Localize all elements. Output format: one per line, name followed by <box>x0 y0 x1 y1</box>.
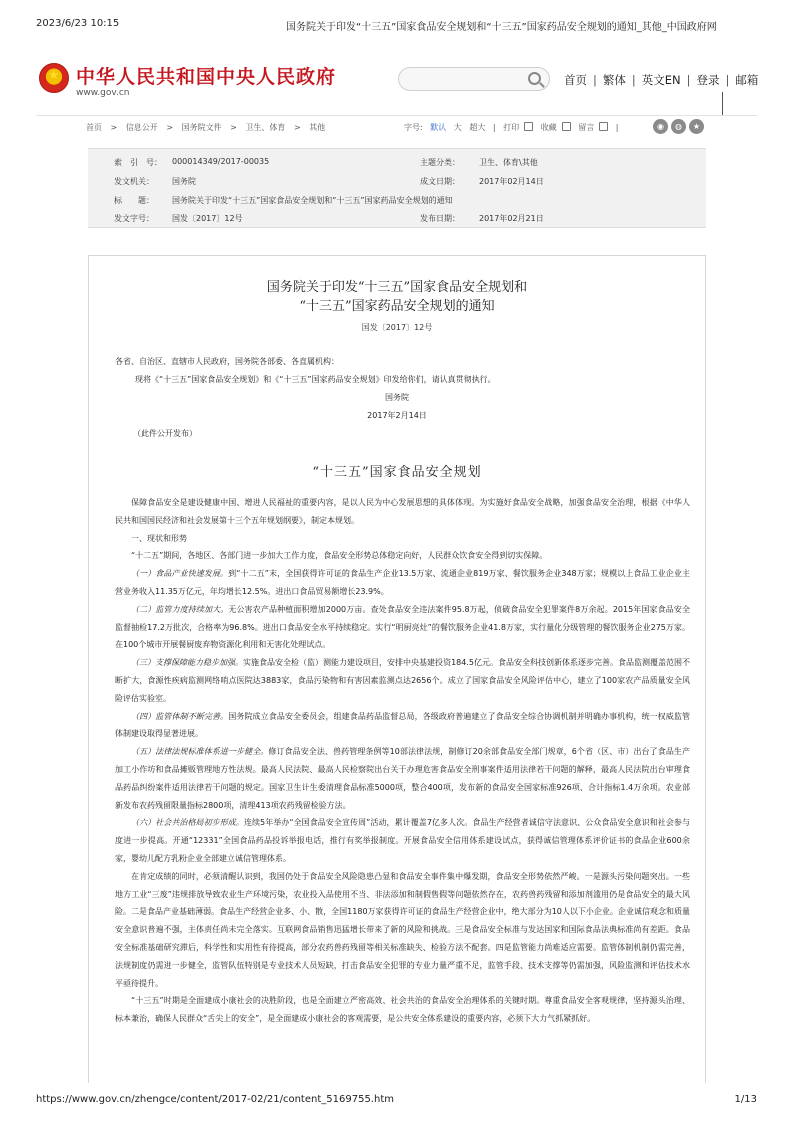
print-page-title: 国务院关于印发“十三五”国家食品安全规划和“十三五”国家药品安全规划的通知_其他_中国政府网 <box>286 22 717 33</box>
breadcrumb-separator: > <box>166 123 174 132</box>
weibo-icon[interactable]: ◉ <box>653 119 668 134</box>
nav-separator: | <box>593 73 597 87</box>
meta-topic-value: 卫生、体育\其他 <box>479 158 538 167</box>
nav-divider <box>722 92 723 116</box>
printer-icon[interactable] <box>524 122 533 131</box>
salutation: 各省、自治区、直辖市人民政府，国务院各部委、各直属机构： <box>115 357 339 366</box>
article-title-line2: “十三五”国家药品安全规划的通知 <box>299 299 495 314</box>
font-size-xlarge[interactable]: 超大 <box>469 123 486 132</box>
paragraph <box>115 601 690 654</box>
plan-title: “十三五”国家食品安全规划 <box>312 465 482 480</box>
paragraph <box>115 547 690 565</box>
breadcrumb-separator: > <box>230 123 237 132</box>
article-title <box>89 278 705 316</box>
paragraph <box>115 654 690 707</box>
tool-separator: | <box>492 123 496 132</box>
site-header <box>36 58 757 106</box>
meta-date-label: 成文日期： <box>420 177 460 186</box>
meta-issuer-label: 发文机关： <box>114 177 154 186</box>
article-doc-number: 国发〔2017〕12号 <box>361 323 433 332</box>
national-emblem-icon[interactable] <box>39 63 69 93</box>
signer: 国务院 <box>385 393 409 402</box>
breadcrumb-other[interactable]: 其他 <box>309 123 326 132</box>
meta-index-label: 索 引 号： <box>114 158 162 167</box>
meta-issuer-value: 国务院 <box>172 177 196 186</box>
star-icon[interactable] <box>562 122 571 131</box>
font-size-default[interactable]: 默认 <box>430 123 447 132</box>
paragraph <box>115 814 690 867</box>
print-date: 2023/6/23 10:15 <box>36 18 120 29</box>
favorites-star-icon[interactable]: ★ <box>689 119 704 134</box>
meta-title-label: 标 题： <box>114 196 154 205</box>
tool-separator: | <box>615 123 619 132</box>
paragraph <box>115 743 690 814</box>
paragraph-text: 修订食品安全法、兽药管理条例等10部法律法规，制修订20余部食品安全部门规章，6个省（区、市）出台了食品生产加工小作坊和食品摊贩管理地方性法规。最高人民法院、最高人民检察院出台关于办理危害食品安全刑事案件适用法律若干问题的解释，最高人民法院出台审理食品药品纠纷案件适用法律若干问题的规定。国家卫生计生委清理食品标准5000项，整合400项，发布新的食品安全国家标准926项、合计指标1.4万余项。农业部新发布农药残留限量指标2800项，清理413项农药残留检验方法。 <box>115 747 690 810</box>
article-title-line1: 国务院关于印发“十三五”国家食品安全规划和 <box>266 280 528 295</box>
meta-index-value: 000014349/2017-00035 <box>172 157 270 166</box>
paragraph-lead: （四）监管体制不断完善。 <box>131 711 229 721</box>
paragraph-lead: （六）社会共治格局初步形成。 <box>131 818 244 828</box>
nav-english[interactable]: 英文EN <box>641 73 681 87</box>
print-header <box>36 18 757 32</box>
nav-login[interactable]: 登录 <box>696 73 720 87</box>
favorite-button[interactable]: 收藏 <box>540 123 557 132</box>
nav-separator: | <box>631 73 636 87</box>
nav-mail[interactable]: 邮箱 <box>735 73 759 87</box>
search-icon[interactable] <box>528 72 541 85</box>
plan-text <box>115 494 690 1028</box>
paragraph-lead: （二）监管力度持续加大。 <box>131 604 229 614</box>
publish-note: （此件公开发布） <box>133 429 197 438</box>
paragraph-text: 国务院成立食品安全委员会，组建食品药品监督总局，各级政府普遍建立了食品安全综合协调机制并明确办事机构，统一权威监管体制建设取得显著进展。 <box>115 711 690 739</box>
breadcrumb-home[interactable]: 首页 <box>86 123 102 132</box>
meta-publish-value: 2017年02月21日 <box>479 214 544 223</box>
meta-docno-label: 发文字号： <box>114 214 154 223</box>
sign-date: 2017年2月14日 <box>367 411 427 420</box>
document-meta-table <box>88 148 706 228</box>
print-button[interactable]: 打印 <box>503 123 520 132</box>
paragraph-text: “十三五”时期是全面建成小康社会的决胜阶段，也是全面建立严密高效、社会共治的食品安全治理体系的关键时期。尊重食品安全客观规律，坚持源头治理、标本兼治，确保人民群众“舌尖上的安全”，是全面建成小康社会的客观需要，是公共安全体系建设的重要内容，必须下大力气抓紧抓好。 <box>115 996 690 1024</box>
paragraph-lead: （五）法律法规标准体系进一步健全。 <box>131 747 269 757</box>
paragraph-text: 一、现状和形势 <box>131 533 187 543</box>
breadcrumb-docs[interactable]: 国务院文件 <box>181 123 222 132</box>
meta-publish-label: 发布日期： <box>420 214 460 223</box>
nav-traditional[interactable]: 繁体 <box>602 73 626 87</box>
paragraph <box>115 565 690 601</box>
paragraph-text: 实施食品安全检（监）测能力建设项目，安排中央基建投资184.5亿元。食品安全科技创新体系逐步完善。食品监测覆盖范围不断扩大，食源性疾病监测网络哨点医院达3883家，食品污染物和有害因素监测点达2656个。成立了国家食品安全风险评估中心，建立了100家农产品质量安全风险评估实验室。 <box>115 658 691 703</box>
paragraph <box>115 868 690 993</box>
section-heading <box>115 530 690 548</box>
nav-home[interactable]: 首页 <box>564 73 587 87</box>
paragraph-text: 无公害农产品种植面积增加2000万亩。查处食品安全违法案件95.8万起，侦破食品安全犯罪案件8万余起。2015年国家食品安全监督抽检17.2万批次，合格率为96.8%。进出口食品安全水平持续稳定。实行“明厨亮灶”的餐饮服务企业41.8万家，实行量化分级管理的餐饮服务企业275万家。在100个城市开展餐厨废弃物资源化利用和无害化处理试点。 <box>115 604 690 650</box>
site-name[interactable]: 中华人民共和国中央人民政府 <box>76 66 337 88</box>
breadcrumb-separator: > <box>293 123 301 132</box>
breadcrumb <box>86 122 707 136</box>
print-footer <box>36 1094 757 1108</box>
notice-body: 现将《“十三五”国家食品安全规划》和《“十三五”国家药品安全规划》印发给你们，请认真贯彻执行。 <box>135 375 496 384</box>
meta-date-value: 2017年02月14日 <box>479 177 544 186</box>
breadcrumb-info[interactable]: 信息公开 <box>125 123 158 132</box>
paragraph-text: 到“十二五”末，全国获得许可证的食品生产企业13.5万家、流通企业819万家、餐饮服务企业348万家；规模以上食品工业企业主营业务收入11.35万亿元，年均增长12.5%。进出口食品贸易额增长23.9%。 <box>115 569 690 596</box>
print-url: https://www.gov.cn/zhengce/content/2017-02/21/content_5169755.htm <box>36 1094 394 1105</box>
paragraph-text: “十二五”期间，各地区、各部门进一步加大工作力度，食品安全形势总体稳定向好，人民群众饮食安全得到切实保障。 <box>131 551 548 561</box>
header-divider <box>36 115 757 116</box>
font-size-label: 字号: <box>404 123 423 132</box>
paragraph <box>115 992 690 1028</box>
nav-separator: | <box>686 73 691 87</box>
meta-title-value: 国务院关于印发“十三五”国家食品安全规划和“十三五”国家药品安全规划的通知 <box>172 196 453 205</box>
meta-docno-value: 国发〔2017〕12号 <box>172 214 243 223</box>
pen-icon[interactable] <box>599 122 608 131</box>
share-icons <box>650 119 704 134</box>
site-url: www.gov.cn <box>76 88 130 98</box>
search-input[interactable] <box>398 67 550 91</box>
article-body <box>88 255 706 1083</box>
print-page-number: 1/13 <box>734 1094 757 1105</box>
paragraph-lead: （三）支撑保障能力稳步加强。 <box>131 658 244 668</box>
top-nav <box>564 72 758 88</box>
meta-topic-label: 主题分类： <box>420 158 460 167</box>
paragraph <box>115 708 690 744</box>
font-size-large[interactable]: 大 <box>453 123 462 132</box>
paragraph-lead: （一）食品产业快速发展。 <box>131 569 229 579</box>
breadcrumb-health[interactable]: 卫生、体育 <box>245 123 286 132</box>
comment-button[interactable]: 留言 <box>578 123 595 132</box>
breadcrumb-separator: > <box>110 123 118 132</box>
paragraph-text: 保障食品安全是建设健康中国、增进人民福祉的重要内容，是以人民为中心发展思想的具体体现。为实施好食品安全战略，加强食品安全治理，根据《中华人民共和国国民经济和社会发展第十三个五年规划纲要》，制定本规划。 <box>115 498 690 525</box>
wechat-icon[interactable]: ◍ <box>671 119 686 134</box>
nav-separator: | <box>725 73 730 87</box>
paragraph-text: 连续5年举办“全国食品安全宣传周”活动，累计覆盖7亿多人次。食品生产经营者诚信守法意识、公众食品安全意识和社会参与度进一步提高。开通“12331”全国食品药品投诉举报电话，推行有奖举报制度。开展食品安全信用体系建设试点，获得诚信管理体系评价证书的食品企业600余家，婴幼儿配方乳粉企业全部建立诚信管理体系。 <box>115 818 690 863</box>
paragraph <box>115 494 690 530</box>
paragraph-text: 在肯定成绩的同时，必须清醒认识到，我国仍处于食品安全风险隐患凸显和食品安全事件集中爆发期，食品安全形势依然严峻。一是源头污染问题突出。一些地方工业“三废”违规排放导致农业生产环境污染，农业投入品使用不当、非法添加和制假售假等问题依然存在，农药兽药残留和添加剂滥用仍是食品安全的最大风险。二是食品产业基础薄弱。食品生产经营企业多、小、散，全国1180万家获得许可证的食品生产经营企业中，绝大部分为10人以下小企业。企业诚信观念和质量安全意识普遍不强，主体责任尚未完全落实。互联网食品销售迅猛增长带来了新的风险和挑战。三是食品安全标准与发达国家和国际食品法典标准尚有差距。食品安全标准基础研究滞后，科学性和实用性有待提高，部分农药兽药残留等相关标准缺失、检验方法不配套。四是监管能力尚难适应需要。监管体制机制仍需完善，法规制度仍需进一步健全，监管队伍特别是专业技术人员短缺，打击食品安全犯罪的专业力量严重不足，监管手段、技术支撑等仍需加强，风险监测和评估技术水平亟待提升。 <box>115 871 690 988</box>
